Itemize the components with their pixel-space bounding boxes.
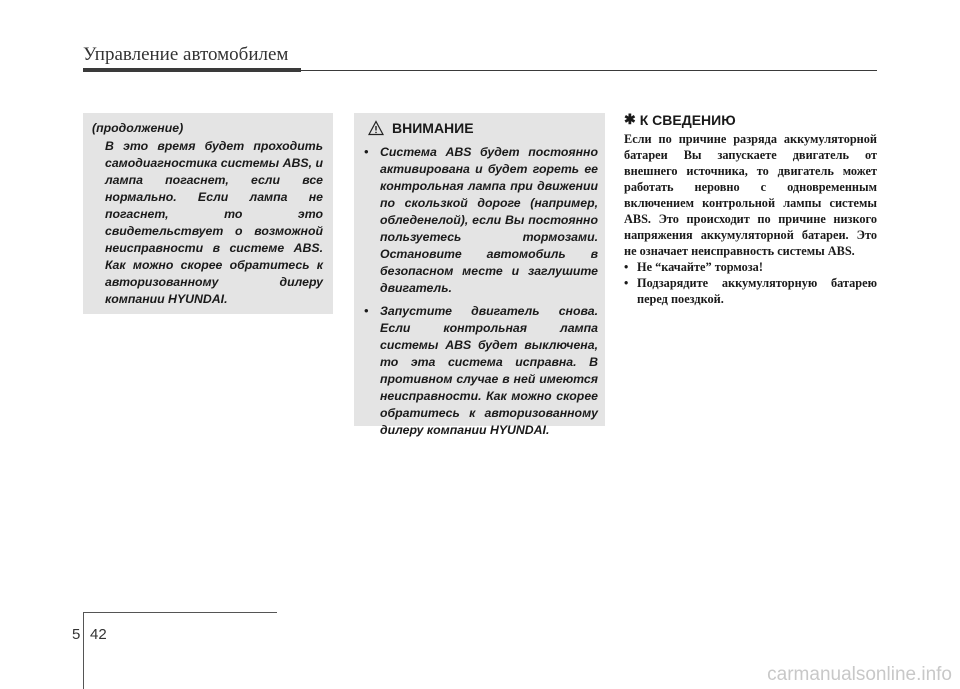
info-title: К СВЕДЕНИЮ	[639, 111, 736, 128]
info-title-row	[624, 111, 877, 128]
info-text: Если по причине разряда аккумуляторной батареи Вы запускаете двигатель от внешнего источника, то двигатель может работать неровно с одновременным включением контрольной лампы системы ABS. Это происходит по причине низкого напряжения аккумуляторной батареи. Это не означает неисправность системы ABS.	[624, 132, 877, 258]
page-number: 42	[90, 626, 107, 643]
bullet-icon: •	[624, 276, 629, 290]
bullet-icon: •	[364, 304, 369, 318]
warning-title: ВНИМАНИЕ	[392, 120, 474, 136]
warning-title-row	[368, 120, 474, 136]
watermark: carmanualsonline.info	[767, 664, 952, 685]
warning-box	[354, 113, 605, 437]
info-bullets	[624, 259, 877, 307]
warning-list	[364, 144, 598, 439]
continuation-body: В это время будет проходить самодиагностика системы ABS, и лампа погаснет, если все нормально. Если лампа не погаснет, то это свидетельствует о возможной неисправности в системе ABS. Как можно скорее обратитесь к авторизованному дилеру компании HYUNDAI.	[105, 139, 323, 306]
info-bullet-text: Подзарядите аккумуляторную батарею перед поездкой.	[637, 276, 877, 306]
info-section	[624, 111, 877, 307]
footer-rule-horizontal	[83, 612, 277, 613]
warning-item	[364, 144, 598, 297]
warning-item	[364, 303, 598, 439]
bullet-icon: •	[364, 145, 369, 159]
header-rule-thin	[301, 70, 877, 71]
bullet-icon: •	[624, 260, 629, 274]
footer-rule-vertical	[83, 612, 84, 689]
asterisk-icon: ✱	[624, 111, 636, 127]
continuation-box	[83, 113, 333, 314]
section-title: Управление автомобилем	[83, 44, 289, 65]
warning-triangle-icon	[368, 120, 384, 136]
header-rule	[83, 68, 301, 72]
info-bullet-item	[624, 275, 877, 307]
info-bullet-item	[624, 259, 877, 275]
chapter-number: 5	[72, 626, 81, 643]
continuation-heading: (продолжение)	[92, 121, 184, 135]
warning-item-text: Запустите двигатель снова. Если контрольная лампа системы ABS будет выключена, то эта система исправна. В противном случае в ней имеются неисправности. Как можно скорее обратитесь к авторизованному дилеру компании HYUNDAI.	[380, 304, 598, 437]
warning-item-text: Система ABS будет постоянно активирована и будет гореть ее контрольная лампа при движении по скользкой дороге (например, обледенелой), если Вы постоянно пользуетесь тормозами. Остановите автомобиль в безопасном месте и заглушите двигатель.	[380, 145, 598, 295]
info-bullet-text: Не “качайте” тормоза!	[637, 260, 763, 274]
